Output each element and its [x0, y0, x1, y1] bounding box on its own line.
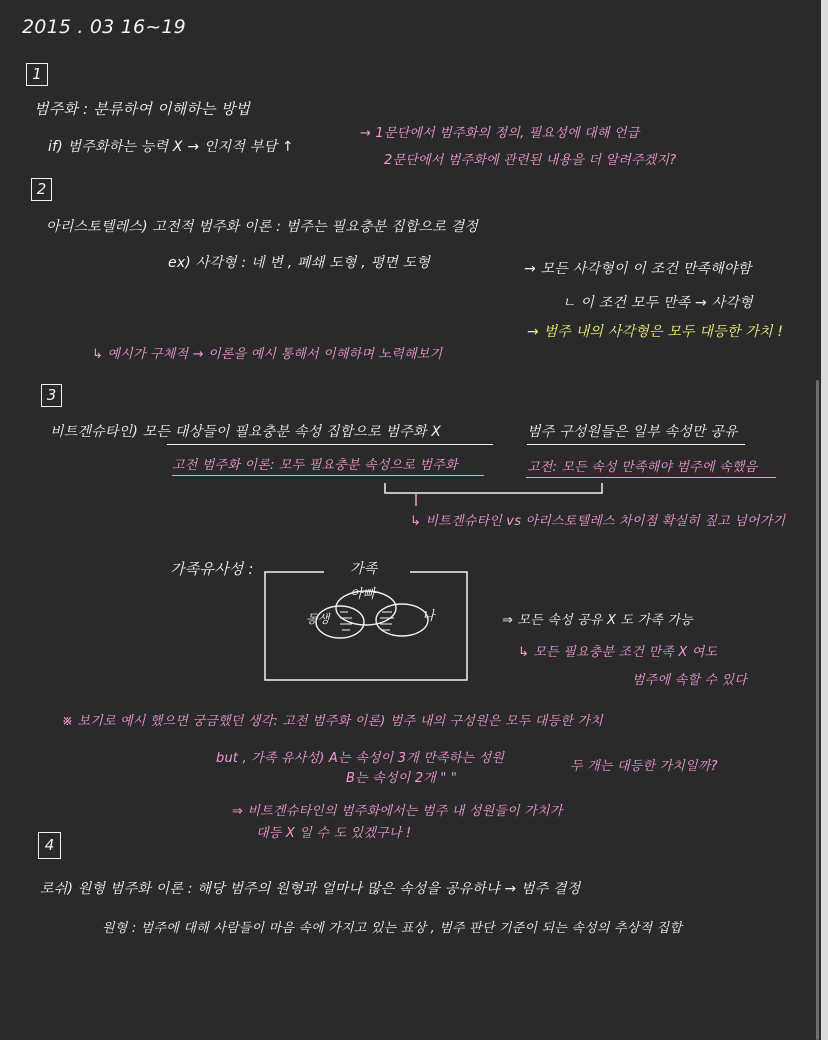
- s3-compare-note: ↳ 비트겐슈타인 vs 아리스토텔레스 차이점 확실히 짚고 넘어가기: [410, 514, 786, 529]
- diagram-title: 가족: [350, 561, 378, 577]
- s1-pink-note-2: 2문단에서 범주화에 관련된 내용을 더 알려주겠지?: [384, 153, 677, 168]
- s4-rosch: 로쉬) 원형 범주화 이론 : 해당 범주의 원형과 얼마나 많은 속성을 공유하냐 → 범주 결정: [40, 881, 581, 897]
- s3-pink-underline-right: [526, 477, 776, 478]
- s2-pink-note: ↳ 예시가 구체적 → 이론을 예시 통해서 이해하며 노력해보기: [92, 347, 443, 362]
- section-number-1: 1: [26, 63, 48, 86]
- s3-pink-thought-3: B는 속성이 2개 " ": [346, 771, 458, 786]
- page-edge: [821, 0, 828, 1040]
- s1-definition: 범주화 : 분류하여 이해하는 방법: [34, 100, 251, 118]
- s3-family-label: 가족유사성 :: [170, 560, 254, 578]
- s3-pink-thought-2: but , 가족 유사성) A는 속성이 3개 만족하는 성원: [216, 751, 505, 766]
- s2-all-conditions: ㄴ 이 조건 모두 만족 → 사각형: [562, 295, 753, 311]
- section-number-3: 3: [41, 384, 62, 407]
- s3-pink-thought-5: ⇒ 비트겐슈타인의 범주화에서는 범주 내 성원들이 가치가: [232, 804, 563, 819]
- s2-example: ex) 사각형 : 네 변 , 폐쇄 도형 , 평면 도형: [168, 255, 431, 271]
- s3-underline-right: [527, 444, 745, 445]
- s2-yellow-note: → 범주 내의 사각형은 모두 대등한 가치 !: [527, 324, 784, 340]
- date-heading: 2015 . 03 16~19: [22, 16, 186, 38]
- s3-underline-left: [167, 444, 493, 445]
- s3-family-right-2: ↳ 모든 필요충분 조건 만족 X 여도: [518, 645, 718, 660]
- diagram-me: 나: [422, 609, 435, 624]
- s4-prototype: 원형 : 범주에 대해 사람들이 마음 속에 가지고 있는 표상 , 범주 판단 기준이 되는 속성의 추상적 집합: [102, 921, 683, 936]
- diagram-sibling: 동생: [306, 612, 330, 626]
- section-number-2: 2: [31, 178, 52, 201]
- s3-wittgenstein: 비트겐슈타인) 모든 대상들이 필요충분 속성 집합으로 범주화 X: [50, 424, 442, 440]
- s3-pink-underline-left: [172, 475, 484, 476]
- s1-if-line: if) 범주화하는 능력 X → 인지적 부담 ↑: [48, 139, 294, 155]
- s3-pink-classic-2: 고전: 모든 속성 만족해야 범주에 속했음: [527, 460, 758, 475]
- s3-family-right-1: ⇒ 모든 속성 공유 X 도 가족 가능: [502, 613, 693, 628]
- s2-aristotle: 아리스토텔레스) 고전적 범주화 이론 : 범주는 필요충분 집합으로 결정: [46, 219, 479, 235]
- s3-pink-thought-1: ※ 보기로 예시 했으면 궁금했던 생각: 고전 범주화 이론) 범주 내의 구성원은 모두 대등한 가치: [62, 714, 603, 729]
- s3-bracket: [380, 480, 610, 510]
- s3-pink-thought-4: 두 개는 대등한 가치일까?: [570, 759, 718, 774]
- family-diagram: [262, 560, 472, 685]
- section-number-4: 4: [38, 832, 61, 859]
- scrollbar[interactable]: [816, 380, 819, 1040]
- s1-pink-note-1: → 1문단에서 범주화의 정의, 필요성에 대해 언급: [360, 126, 640, 141]
- diagram-dad: 아빠: [350, 587, 376, 602]
- s3-members: 범주 구성원들은 일부 속성만 공유: [527, 424, 738, 440]
- s3-pink-classic: 고전 범주화 이론: 모두 필요충분 속성으로 범주화: [172, 458, 458, 473]
- s3-pink-thought-6: 대등 X 일 수 도 있겠구나 !: [256, 826, 412, 841]
- s2-condition: → 모든 사각형이 이 조건 만족해야함: [524, 261, 752, 277]
- s3-family-right-3: 범주에 속할 수 있다: [632, 673, 748, 688]
